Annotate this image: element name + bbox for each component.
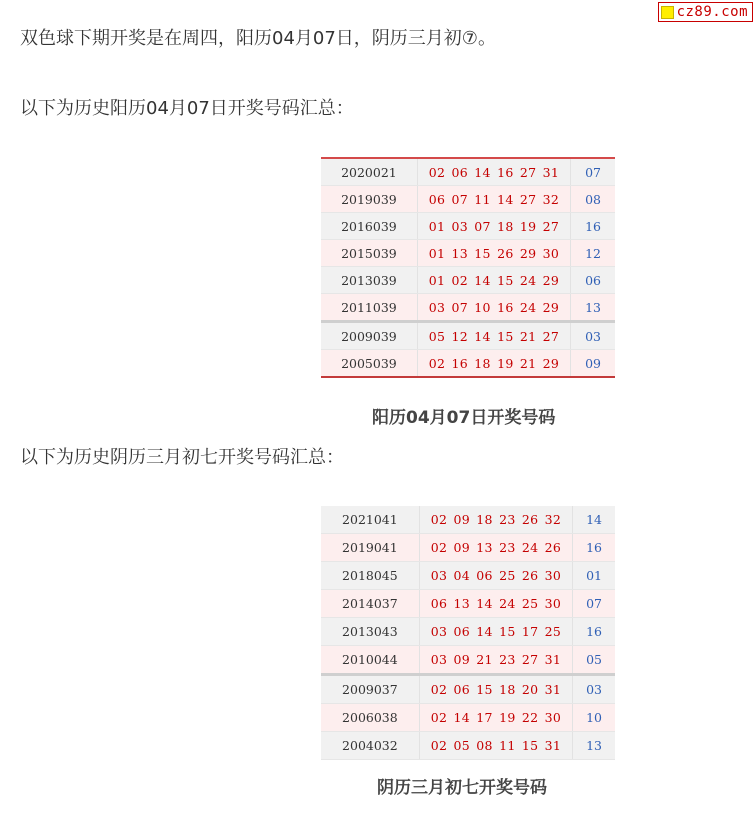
blue-ball: 12 bbox=[571, 240, 615, 267]
red-balls: 03 07 10 16 24 29 bbox=[417, 294, 570, 322]
issue-number: 2016039 bbox=[321, 213, 417, 240]
blue-ball: 09 bbox=[571, 350, 615, 378]
lunar-section-heading: 以下为历史阴历三月初七开奖号码汇总： bbox=[20, 447, 344, 468]
red-balls: 01 13 15 26 29 30 bbox=[417, 240, 570, 267]
table-row bbox=[321, 618, 615, 646]
table-row bbox=[321, 562, 615, 590]
blue-ball: 03 bbox=[573, 675, 615, 704]
table-row bbox=[321, 646, 615, 675]
blue-ball: 16 bbox=[573, 534, 615, 562]
blue-ball: 07 bbox=[573, 590, 615, 618]
red-balls: 05 12 14 15 21 27 bbox=[417, 322, 570, 350]
red-balls: 02 05 08 11 15 31 bbox=[419, 732, 572, 760]
table-row bbox=[321, 267, 615, 294]
intro-text: 双色球下期开奖是在周四，阳历04月07日，阴历三月初⑦。 bbox=[20, 28, 496, 49]
issue-number: 2013043 bbox=[321, 618, 419, 646]
red-balls: 01 02 14 15 24 29 bbox=[417, 267, 570, 294]
red-balls: 03 04 06 25 26 30 bbox=[419, 562, 572, 590]
table-row bbox=[321, 506, 615, 534]
blue-ball: 16 bbox=[571, 213, 615, 240]
issue-number: 2006038 bbox=[321, 704, 419, 732]
table-row bbox=[321, 240, 615, 267]
blue-ball: 14 bbox=[573, 506, 615, 534]
issue-number: 2009039 bbox=[321, 322, 417, 350]
lunar-history-table bbox=[321, 506, 615, 760]
blue-ball: 13 bbox=[571, 294, 615, 322]
red-balls: 02 09 13 23 24 26 bbox=[419, 534, 572, 562]
solar-history-table bbox=[321, 157, 615, 378]
issue-number: 2005039 bbox=[321, 350, 417, 378]
table-row bbox=[321, 590, 615, 618]
table-row bbox=[321, 350, 615, 378]
issue-number: 2015039 bbox=[321, 240, 417, 267]
blue-ball: 06 bbox=[571, 267, 615, 294]
table-row bbox=[321, 534, 615, 562]
issue-number: 2019039 bbox=[321, 186, 417, 213]
red-balls: 02 16 18 19 21 29 bbox=[417, 350, 570, 378]
red-balls: 03 06 14 15 17 25 bbox=[419, 618, 572, 646]
solar-table-caption: 阳历04月07日开奖号码 bbox=[372, 408, 556, 428]
table-row bbox=[321, 186, 615, 213]
table-row bbox=[321, 675, 615, 704]
issue-number: 2013039 bbox=[321, 267, 417, 294]
table-row bbox=[321, 704, 615, 732]
blue-ball: 03 bbox=[571, 322, 615, 350]
solar-section-heading: 以下为历史阳历04月07日开奖号码汇总： bbox=[20, 98, 354, 119]
table-row bbox=[321, 294, 615, 322]
issue-number: 2014037 bbox=[321, 590, 419, 618]
blue-ball: 07 bbox=[571, 158, 615, 186]
blue-ball: 13 bbox=[573, 732, 615, 760]
issue-number: 2018045 bbox=[321, 562, 419, 590]
table-row bbox=[321, 158, 615, 186]
issue-number: 2021041 bbox=[321, 506, 419, 534]
lunar-table-caption: 阴历三月初七开奖号码 bbox=[377, 778, 547, 798]
red-balls: 02 06 14 16 27 31 bbox=[417, 158, 570, 186]
watermark-square-icon bbox=[661, 6, 674, 19]
red-balls: 01 03 07 18 19 27 bbox=[417, 213, 570, 240]
issue-number: 2019041 bbox=[321, 534, 419, 562]
issue-number: 2011039 bbox=[321, 294, 417, 322]
watermark-text: cz89.com bbox=[676, 4, 748, 20]
blue-ball: 05 bbox=[573, 646, 615, 675]
blue-ball: 01 bbox=[573, 562, 615, 590]
site-watermark-logo bbox=[658, 2, 753, 22]
red-balls: 02 06 15 18 20 31 bbox=[419, 675, 572, 704]
issue-number: 2010044 bbox=[321, 646, 419, 675]
blue-ball: 16 bbox=[573, 618, 615, 646]
red-balls: 06 07 11 14 27 32 bbox=[417, 186, 570, 213]
table-row bbox=[321, 213, 615, 240]
issue-number: 2009037 bbox=[321, 675, 419, 704]
table-row bbox=[321, 322, 615, 350]
red-balls: 02 09 18 23 26 32 bbox=[419, 506, 572, 534]
red-balls: 06 13 14 24 25 30 bbox=[419, 590, 572, 618]
red-balls: 02 14 17 19 22 30 bbox=[419, 704, 572, 732]
table-row bbox=[321, 732, 615, 760]
red-balls: 03 09 21 23 27 31 bbox=[419, 646, 572, 675]
issue-number: 2004032 bbox=[321, 732, 419, 760]
blue-ball: 08 bbox=[571, 186, 615, 213]
blue-ball: 10 bbox=[573, 704, 615, 732]
issue-number: 2020021 bbox=[321, 158, 417, 186]
